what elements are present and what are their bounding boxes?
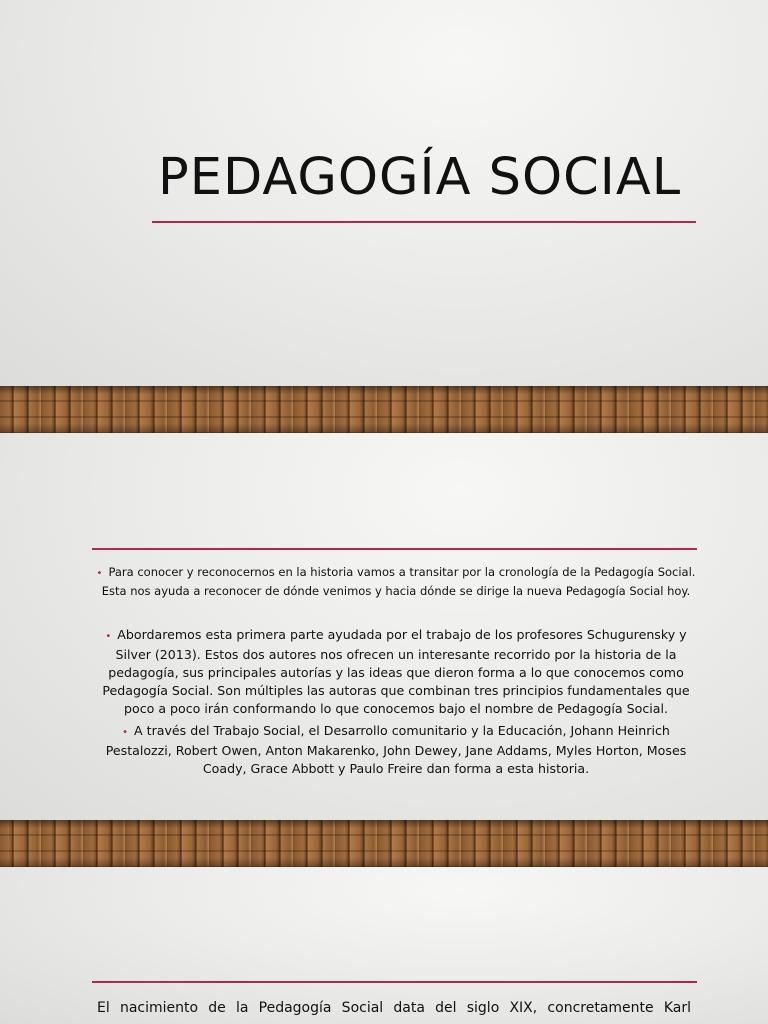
- bullet-text: A través del Trabajo Social, el Desarrollo comunitario y la Educación, Johann Heinrich Pestalozzi, Robert Owen, Anton Makarenko, John Dewey, Jane Addams, Myles Horton, Moses Coady, Grace Abbott y Paulo Freire dan forma a esta historia.: [105, 723, 687, 776]
- slide-1: [0, 0, 768, 386]
- bullet-icon: •: [105, 631, 112, 642]
- slide-title: PEDAGOGÍA SOCIAL: [158, 148, 682, 207]
- bullet-icon: •: [96, 568, 103, 579]
- section-rule: [92, 548, 697, 550]
- bullet-text: Para conocer y reconocernos en la historia vamos a transitar por la cronología de la Pedagogía Social. Esta nos ayuda a reconocer de dónde venimos y hacia dónde se dirige la nueva Pedagogía Social hoy.: [101, 565, 696, 598]
- section-rule: [92, 981, 697, 983]
- slide-3-paragraph: El nacimiento de la Pedagogía Social data del siglo XIX, concretamente Karl: [97, 1000, 691, 1016]
- bullet-text: Abordaremos esta primera parte ayudada por el trabajo de los profesores Schugurensky y Silver (2013). Estos dos autores nos ofrecen un interesante recorrido por la historia de la pedagogía, sus principales autorías y las ideas que dieron forma a lo que conocemos como Pedagogía Social. Son múltiples las autoras que combinan tres principios fundamentales que poco a poco irán conformando lo que conocemos bajo el nombre de Pedagogía Social.: [102, 627, 690, 716]
- bullet-item-3: [96, 722, 696, 778]
- bullet-item-1: [96, 564, 696, 599]
- wood-floor-divider: [0, 820, 768, 867]
- bullet-item-2: [96, 626, 696, 718]
- wood-floor-divider: [0, 386, 768, 433]
- bullet-icon: •: [122, 727, 129, 738]
- title-underline: [152, 221, 696, 223]
